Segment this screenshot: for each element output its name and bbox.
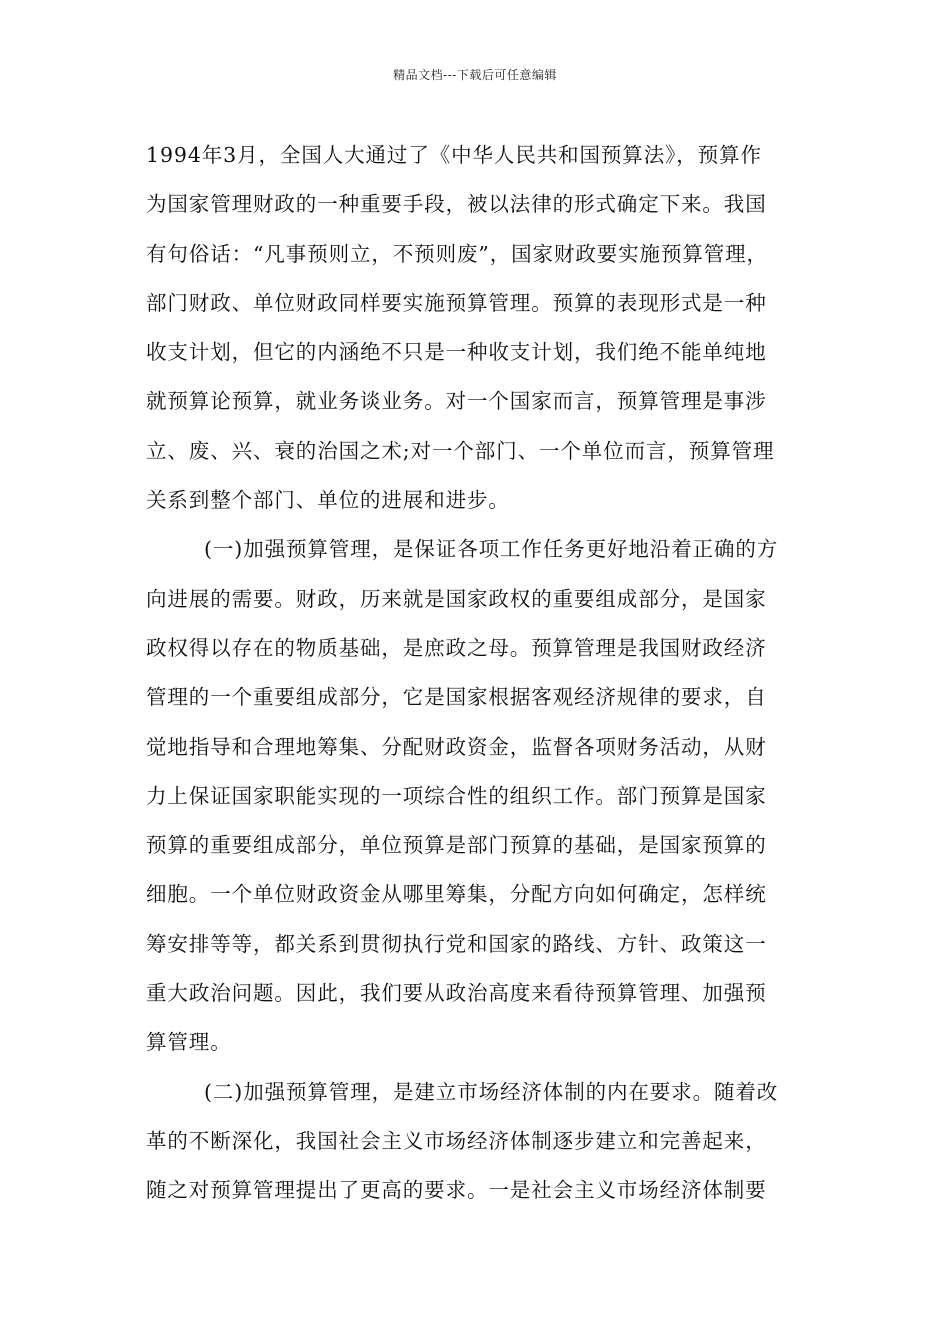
text-line: 部门财政、单位财政同样要实施预算管理。预算的表现形式是一种 [146,290,767,315]
text-line: 有句俗话：“凡事预则立，不预则废”，国家财政要实施预算管理， [146,241,768,266]
text-line: (二)加强预算管理，是建立市场经济体制的内在要求。随着改 [204,1079,779,1104]
text-line: 就预算论预算，就业务谈业务。对一个国家而言，预算管理是事涉 [146,389,767,414]
text-line: 觉地指导和合理地筹集、分配财政资金，监督各项财务活动，从财 [146,734,767,759]
text-line: 关系到整个部门、单位的进展和进步。 [146,488,510,513]
text-line: (一)加强预算管理，是保证各项工作任务更好地沿着正确的方 [204,537,779,562]
text-line: 1994年3月，全国人大通过了《中华人民共和国预算法》，预算作 [146,143,762,167]
text-line: 立、废、兴、衰的治国之术;对一个部门、一个单位而言，预算管理 [146,438,775,463]
paragraph-section-two [146,1068,826,1216]
text-line: 随之对预算管理提出了更高的要求。一是社会主义市场经济体制要 [146,1178,767,1203]
text-line: 筹安排等等，都关系到贯彻执行党和国家的路线、方针、政策这一 [146,931,767,956]
text-line: 预算的重要组成部分，单位预算是部门预算的基础，是国家预算的 [146,833,767,858]
document-body [146,131,826,1216]
page-header: 精品文档---下载后可任意编辑 [393,68,557,82]
text-line: 为国家管理财政的一种重要手段，被以法律的形式确定下来。我国 [146,192,767,217]
text-line: 算管理。 [146,1030,232,1055]
text-line: 革的不断深化，我国社会主义市场经济体制逐步建立和完善起来， [146,1128,767,1153]
paragraph-section-one [146,525,826,1067]
text-line: 管理的一个重要组成部分，它是国家根据客观经济规律的要求，自 [146,685,767,710]
text-line: 重大政治问题。因此，我们要从政治高度来看待预算管理、加强预 [146,981,767,1006]
paragraph-intro [146,131,826,525]
text-line: 政权得以存在的物质基础，是庶政之母。预算管理是我国财政经济 [146,635,767,660]
text-line: 力上保证国家职能实现的一项综合性的组织工作。部门预算是国家 [146,783,767,808]
text-line: 收支计划，但它的内涵绝不只是一种收支计划，我们绝不能单纯地 [146,340,767,365]
text-line: 向进展的需要。财政，历来就是国家政权的重要组成部分，是国家 [146,586,767,611]
text-line: 细胞。一个单位财政资金从哪里筹集，分配方向如何确定，怎样统 [146,882,767,907]
